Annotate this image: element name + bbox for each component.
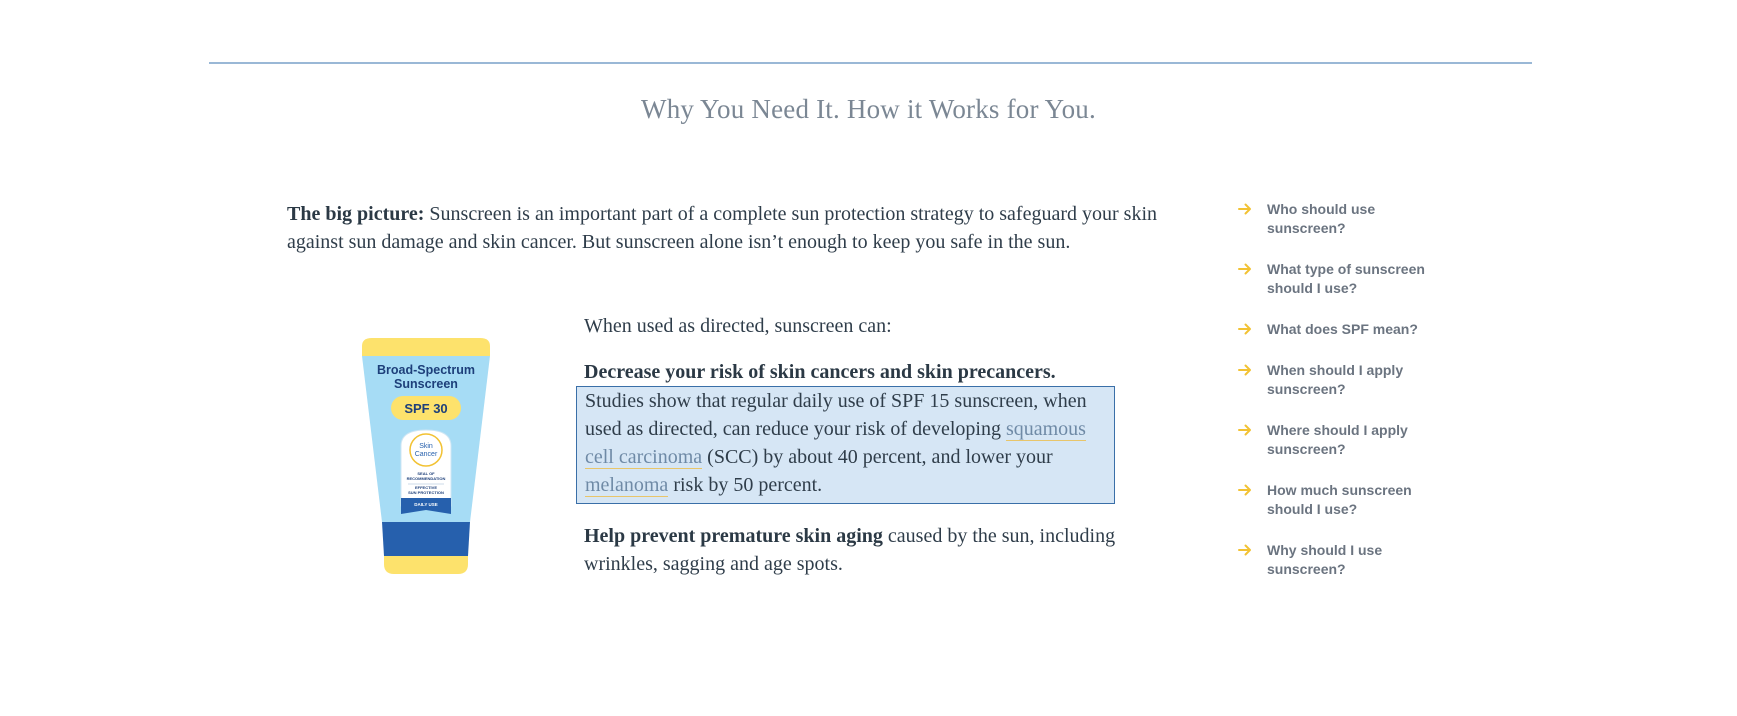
intro-paragraph xyxy=(287,200,1157,256)
benefit-title: Decrease your risk of skin cancers and skin precancers. xyxy=(584,361,1056,383)
seal-caption-1: SEAL OF xyxy=(417,471,435,476)
arrow-right-icon xyxy=(1237,201,1253,217)
toc-item-why[interactable] xyxy=(1237,541,1477,579)
benefits-section xyxy=(584,312,1144,596)
seal-text-line1: Skin xyxy=(419,443,433,450)
seal-circle-icon xyxy=(410,434,442,466)
arrow-right-icon xyxy=(1237,362,1253,378)
benefit-text: caused by the sun, including wrinkles, sagging and age spots. xyxy=(584,525,1116,575)
arrow-right-icon xyxy=(1237,321,1253,337)
toc-item-label: Why should I use sunscreen? xyxy=(1267,542,1383,577)
toc-item-label: What type of sunscreen should I use? xyxy=(1267,261,1425,296)
toc-item-when[interactable] xyxy=(1237,361,1477,399)
toc-item-label: What does SPF mean? xyxy=(1267,321,1418,337)
top-divider xyxy=(209,62,1532,64)
spf-label: SPF 30 xyxy=(404,401,448,416)
benefit-item-skin-cancer xyxy=(584,358,1144,504)
seal-caption-4: SUN PROTECTION xyxy=(408,490,444,495)
toc-item-where[interactable] xyxy=(1237,421,1477,459)
benefit-item-skin-aging xyxy=(584,522,1144,578)
seal-text-line2: Cancer xyxy=(414,451,438,458)
toc-item-label: How much sunscreen should I use? xyxy=(1267,482,1412,517)
seal-caption-3: EFFECTIVE xyxy=(414,485,438,490)
benefits-lead: When used as directed, sunscreen can: xyxy=(584,315,892,337)
ribbon-text: DAILY USE xyxy=(414,502,438,507)
sunscreen-tube-image xyxy=(360,338,492,574)
arrow-right-icon xyxy=(1237,422,1253,438)
seal-caption-2: RECOMMENDATION xyxy=(406,476,446,481)
toc-item-label: Who should use sunscreen? xyxy=(1267,201,1376,236)
arrow-right-icon xyxy=(1237,261,1253,277)
benefit-text-before: Studies show that regular daily use of SPF 15 sunscreen, when used as directed, can reduce your risk of developing xyxy=(585,390,1087,440)
toc-item-label: When should I apply sunscreen? xyxy=(1267,362,1404,397)
benefit-text-after: risk by 50 percent. xyxy=(668,474,823,496)
intro-text: Sunscreen is an important part of a complete sun protection strategy to safeguard your skin against sun damage and skin cancer. But sunscreen alone isn’t enough to keep you safe in the sun. xyxy=(287,203,1157,253)
toc-item-who[interactable] xyxy=(1237,200,1477,238)
benefit-title: Help prevent premature skin aging xyxy=(584,525,883,547)
tube-text-line2: Sunscreen xyxy=(394,377,458,391)
scc-link[interactable]: squamous cell carcinoma xyxy=(585,418,1086,468)
benefit-text-middle: (SCC) by about 40 percent, and lower your xyxy=(702,446,1053,468)
melanoma-link[interactable]: melanoma xyxy=(585,474,669,496)
arrow-right-icon xyxy=(1237,542,1253,558)
arrow-right-icon xyxy=(1237,482,1253,498)
section-title: Why You Need It. How it Works for You. xyxy=(641,94,1096,124)
intro-label: The big picture: xyxy=(287,203,425,225)
toc-item-how-much[interactable] xyxy=(1237,481,1477,519)
table-of-contents xyxy=(1237,200,1477,601)
highlighted-text-block xyxy=(576,386,1115,504)
toc-item-what-type[interactable] xyxy=(1237,260,1477,298)
toc-item-spf[interactable] xyxy=(1237,320,1477,339)
tube-text-line1: Broad-Spectrum xyxy=(377,363,475,377)
toc-item-label: Where should I apply sunscreen? xyxy=(1267,422,1408,457)
